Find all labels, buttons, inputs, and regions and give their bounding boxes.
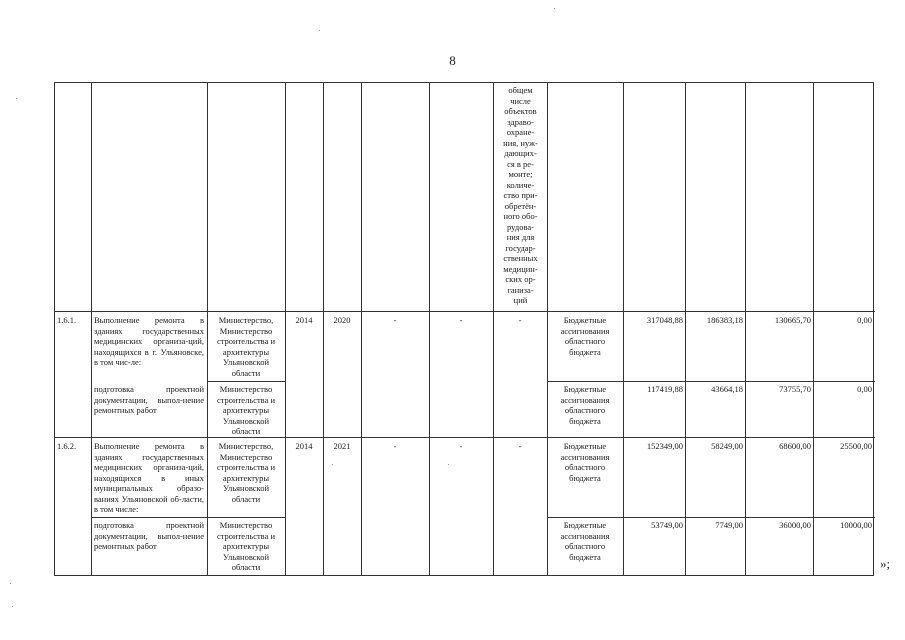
amount-year-2: 73755,70 (779, 384, 811, 394)
amount-year-1: 186383,18 (706, 315, 743, 325)
amount-year-2: 130665,70 (774, 315, 811, 325)
column-divider (285, 83, 286, 575)
amount-year-3: 0,00 (857, 315, 872, 325)
row-divider (55, 437, 875, 438)
measure-name: подготовка проектной документации, выпол-нение ремонтных работ (94, 520, 204, 551)
total-amount: 53749,00 (651, 520, 683, 530)
total-amount: 152349,00 (646, 441, 683, 451)
end-year: 2020 (333, 315, 351, 325)
column-divider (685, 83, 686, 575)
amount-year-1: 43664,18 (711, 384, 743, 394)
scan-speck (332, 464, 333, 465)
executor: Министерство строительства и архитектуры Ульяновской области (216, 384, 276, 436)
column-divider (361, 83, 362, 575)
amount-year-1: 7749,00 (715, 520, 743, 530)
dash-cell: - (393, 441, 397, 451)
column-divider (323, 83, 324, 575)
amount-year-3: 25500,00 (840, 441, 872, 451)
start-year: 2014 (295, 441, 313, 451)
scan-speck (448, 464, 449, 465)
scan-speck (12, 606, 13, 607)
amount-year-2: 36000,00 (779, 520, 811, 530)
indicator-text: общем числе объектов здраво- охране- ния, нуж- дающих- ся в ре- монте; количе- ство при- обретён- ного обо- рудова- ния для государ- ственных медицин- ских ор- ганиза- ций (503, 85, 538, 305)
scan-speck (319, 30, 320, 31)
scan-speck (554, 8, 555, 9)
page-number: 8 (449, 53, 456, 68)
row-divider (55, 311, 875, 312)
executor: Министерство, Министерство строительства и архитектуры Ульяновской области (216, 441, 276, 504)
funding-source: Бюджетные ассигнования областного бюджета (560, 441, 610, 483)
dash-cell: - (518, 441, 522, 451)
dash-cell: - (459, 315, 463, 325)
measure-name: подготовка проектной документации, выпол-нение ремонтных работ (94, 384, 204, 415)
row-divider (207, 381, 285, 382)
row-number: 1.6.1. (57, 315, 77, 325)
column-divider (813, 83, 814, 575)
dash-cell: - (459, 441, 463, 451)
scan-speck (16, 98, 17, 99)
total-amount: 317048,88 (646, 315, 683, 325)
amount-year-3: 10000,00 (840, 520, 872, 530)
funding-source: Бюджетные ассигнования областного бюджета (560, 520, 610, 562)
column-divider (623, 83, 624, 575)
column-divider (547, 83, 548, 575)
measure-name: Выполнение ремонта в зданиях государственных медицинских организа-ций, находящихся в иных муниципальных образо-ваниях Ульяновской об-ласти, в том числе: (94, 441, 204, 514)
column-divider (91, 83, 92, 575)
funding-source: Бюджетные ассигнования областного бюджета (560, 384, 610, 426)
funding-source: Бюджетные ассигнования областного бюджета (560, 315, 610, 357)
dash-cell: - (393, 315, 397, 325)
column-divider (745, 83, 746, 575)
amount-year-2: 68600,00 (779, 441, 811, 451)
start-year: 2014 (295, 315, 313, 325)
end-year: 2021 (333, 441, 351, 451)
row-number: 1.6.2. (57, 441, 77, 451)
amount-year-1: 58249,00 (711, 441, 743, 451)
column-divider (207, 83, 208, 575)
measure-name: Выполнение ремонта в зданиях государственных медицинских организа-ций, находящихся в г. Ульяновске, в том чис-ле: (94, 315, 204, 367)
dash-cell: - (518, 315, 522, 325)
closing-quote: »; (880, 556, 891, 571)
program-table (54, 82, 874, 576)
executor: Министерство, Министерство строительства и архитектуры Ульяновской области (216, 315, 276, 378)
amount-year-3: 0,00 (857, 384, 872, 394)
executor: Министерство строительства и архитектуры Ульяновской области (216, 520, 276, 572)
row-divider (91, 517, 285, 518)
row-divider (547, 517, 875, 518)
total-amount: 117419,88 (647, 384, 683, 394)
scan-speck (10, 583, 11, 584)
column-divider (429, 83, 430, 575)
row-divider (547, 381, 875, 382)
